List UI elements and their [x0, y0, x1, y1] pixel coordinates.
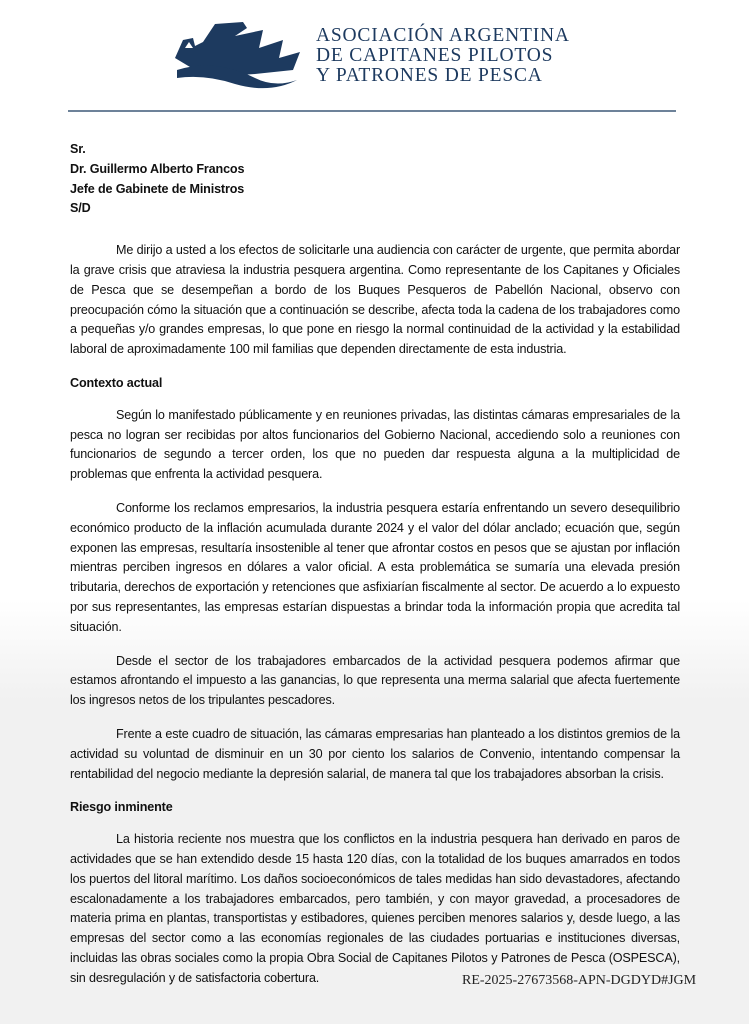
- org-line: Y PATRONES DE PESCA: [316, 65, 543, 86]
- paragraph: Frente a este cuadro de situación, las cámaras empresarias han planteado a los distintos gremios de la actividad su voluntad de disminuir en un 30 por ciento los salarios de Convenio, intentando compensar la rentabilidad del negocio mediante la depresión salarial, de manera tal que los trabajadores absorban la crisis.: [70, 726, 680, 781]
- org-line: DE CAPITANES PILOTOS: [316, 45, 554, 66]
- organization-name: [316, 26, 570, 86]
- ship-icon: [175, 18, 310, 90]
- recipient-line: S/D: [70, 201, 91, 216]
- paragraph: Según lo manifestado públicamente y en reuniones privadas, las distintas cámaras empresariales de la pesca no logran ser recibidas por altos funcionarios del Gobierno Nacional, accediendo solo a reuniones con funcionarios de segundo a tercer orden, los que no pueden dar respuesta alguna a la multiplicidad de problemas que enfrenta la actividad pesquera.: [70, 407, 680, 482]
- section-heading: Riesgo inminente: [70, 800, 173, 815]
- header-divider: [68, 110, 676, 112]
- paragraph: La historia reciente nos muestra que los conflictos en la industria pesquera han derivado en paros de actividades que se han extendido desde 15 hasta 120 días, con la totalidad de los buques amarrados en todos los puertos del litoral marítimo. Los daños socioeconómicos de tales medidas han sido devastadores, afectando escalonadamente a los trabajadores embarcados, pero también, y con mayor gravedad, a procesadores de materia prima en plantas, transportistas y estibadores, quienes perciben menores salarios y, desde luego, a las empresas del sector como a las economías regionales de las ciudades portuarias e instituciones diversas, incluidas las obras sociales como la propia Obra Social de Capitanes Pilotos y Patrones de Pesca (OSPESCA), sin desregulación y de satisfactoria cobertura.: [70, 832, 680, 985]
- letterhead: [0, 0, 749, 120]
- document-reference-stamp: RE-2025-27673568-APN-DGDYD#JGM: [462, 973, 697, 988]
- recipient-line: Dr. Guillermo Alberto Francos: [70, 161, 245, 176]
- recipient-line: Sr.: [70, 142, 86, 156]
- paragraph: Desde el sector de los trabajadores embarcados de la actividad pesquera podemos afirmar que estamos afrontando el impuesto a las ganancias, lo que representa una merma salarial que afecta fuertemente los ingresos netos de los tripulantes pescadores.: [70, 653, 680, 708]
- org-line: ASOCIACIÓN ARGENTINA: [316, 25, 570, 46]
- recipient-line: Jefe de Gabinete de Ministros: [70, 181, 245, 196]
- recipient-block: [70, 140, 680, 219]
- intro-paragraph: Me dirijo a usted a los efectos de solicitarle una audiencia con carácter de urgente, que permita abordar la grave crisis que atraviesa la industria pesquera argentina. Como representante de los Capitanes y Oficiales de Pesca que se desempeñan a bordo de los Buques Pesqueros de Pabellón Nacional, observo con preocupación cómo la situación que a continuación se describe, afecta toda la cadena de los trabajadores como a pequeñas y/o grandes empresas, lo que pone en riesgo la normal continuidad de la actividad y la estabilidad laboral de aproximadamente 100 mil familias que dependen directamente de esta industria.: [70, 243, 680, 357]
- paragraph: Conforme los reclamos empresarios, la industria pesquera estaría enfrentando un severo desequilibrio económico producto de la inflación acumulada durante 2024 y el valor del dólar anclado; ecuación que, según exponen las empresas, resultaría insostenible al tener que afrontar costos en pesos que se ajustan por inflación mientras perciben ingresos en dólares a valor oficial. A esta problemática se sumaría una elevada presión tributaria, derechos de exportación y retenciones que asfixiarían fiscalmente al sector. De acuerdo a lo expuesto por sus representantes, las empresas estarían dispuestas a brindar toda la información propia que acredita tal situación.: [70, 500, 680, 634]
- section-heading: Contexto actual: [70, 375, 163, 390]
- letter-body: [70, 140, 680, 1002]
